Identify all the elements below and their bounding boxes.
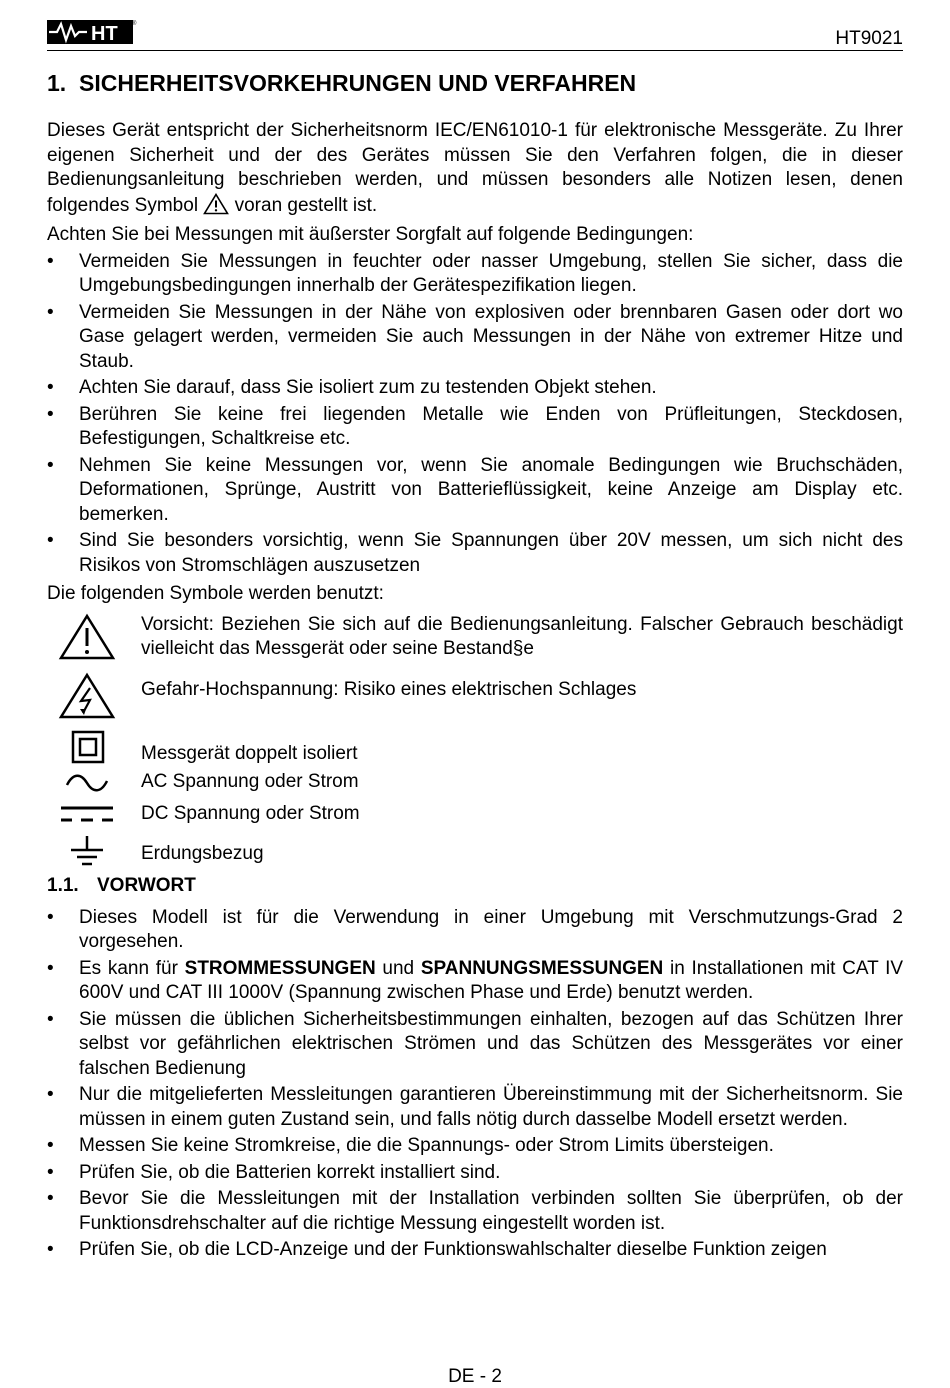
intro-text-end: voran gestellt ist. [234, 194, 378, 216]
warning-triangle-icon [203, 193, 229, 215]
emphasis-text: SPANNUNGSMESSUNGEN [420, 957, 664, 979]
subsection-title: VORWORT [97, 874, 196, 896]
list-item: • Dieses Modell ist für die Verwendung in einer Umgebung mit Verschmutzungs-Grad 2 vorgesehen. [47, 906, 903, 955]
list-item: • Berühren Sie keine frei liegenden Metalle wie Enden von Prüfleitungen, Steckdosen, Befestigungen, Schaltkreise etc. [47, 403, 903, 452]
conditions-list [47, 250, 903, 579]
warning-triangle-icon [47, 613, 127, 661]
intro-paragraph [47, 119, 903, 218]
dc-icon [47, 802, 127, 828]
symbols-intro: Die folgenden Symbole werden benutzt: [47, 583, 384, 604]
page-number: DE - 2 [448, 1366, 502, 1387]
list-item-text: Es kann für [79, 957, 178, 979]
intro-text: Dieses Gerät entspricht der Sicherheitsnorm IEC/EN61010-1 für elektronische Messgeräte. Zu Ihrer eigenen Sicherheit und der des Gerätes müssen Sie den Verfahren folgen, die in dieser Bedienungsanleitung beschrieben werden, und müssen besonders alle Notizen lesen, denen folgendes Symbol [47, 120, 903, 216]
section-title: SICHERHEITSVORKEHRUNGEN UND VERFAHREN [79, 70, 637, 96]
conditions-intro: Achten Sie bei Messungen mit äußerster Sorgfalt auf folgende Bedingungen: [47, 224, 694, 245]
vorwort-list [47, 906, 903, 1263]
ground-icon [47, 834, 127, 870]
ht-logo [47, 18, 137, 46]
header-rule [47, 50, 903, 51]
list-item: • Bevor Sie die Messleitungen mit der Installation verbinden sollten Sie überprüfen, ob der Funktionsdrehschalter auf die richtige Messung eingestellt worden ist. [47, 1187, 903, 1236]
symbol-description: Messgerät doppelt isoliert [141, 742, 358, 764]
double-insulation-icon [47, 728, 127, 768]
section-number: 1. [47, 70, 67, 96]
symbol-description: AC Spannung oder Strom [141, 770, 359, 792]
list-item-text: und [382, 957, 415, 979]
list-item [47, 957, 903, 1006]
list-item: • Sind Sie besonders vorsichtig, wenn Sie Spannungen über 20V messen, um sich nicht des Risikos von Stromschlägen auszusetzen [47, 529, 903, 578]
list-item: • Nehmen Sie keine Messungen vor, wenn Sie anomale Bedingungen wie Bruchschäden, Deformationen, Sprünge, Austritt von Batterieflüssigkeit, keine Anzeige am Display etc. bemerken. [47, 454, 903, 528]
high-voltage-icon [47, 672, 127, 720]
symbol-description: DC Spannung oder Strom [141, 802, 360, 824]
list-item: • Prüfen Sie, ob die Batterien korrekt installiert sind. [47, 1161, 903, 1186]
list-item: • Vermeiden Sie Messungen in der Nähe von explosiven oder brennbaren Gasen oder dort wo Gase gelagert werden, vermeiden Sie auch Messungen in der Nähe von extremer Hitze und Staub. [47, 301, 903, 375]
symbol-row [47, 728, 903, 768]
logo-text: HT [91, 23, 118, 45]
svg-text:®: ® [132, 21, 137, 27]
symbol-row [47, 672, 903, 720]
model-number: HT9021 [835, 28, 903, 49]
ac-wave-icon [47, 770, 127, 796]
list-item: • Vermeiden Sie Messungen in feuchter oder nasser Umgebung, stellen Sie sicher, dass die Umgebungsbedingungen innerhalb der Gerätespezifikation liegen. [47, 250, 903, 299]
symbol-row [47, 802, 903, 828]
section-heading [47, 68, 903, 98]
emphasis-text: STROMMESSUNGEN [184, 957, 376, 979]
list-item: • Achten Sie darauf, dass Sie isoliert zum zu testenden Objekt stehen. [47, 376, 903, 401]
symbol-row [47, 613, 903, 662]
list-item: • Sie müssen die üblichen Sicherheitsbestimmungen einhalten, bezogen auf das Schützen Ihrer selbst vor gefährlichen elektrischen Strömen und das Schützen des Messgerätes vor einer falschen Bedienung [47, 1008, 903, 1082]
subsection-number: 1.1. [47, 874, 79, 896]
page-content [47, 68, 903, 1267]
page-header [47, 14, 903, 50]
symbol-row [47, 834, 903, 870]
symbol-description: Erdungsbezug [141, 842, 264, 864]
subsection-heading [47, 874, 903, 898]
list-item: • Prüfen Sie, ob die LCD-Anzeige und der Funktionswahlschalter dieselbe Funktion zeigen [47, 1238, 903, 1263]
list-item: • Messen Sie keine Stromkreise, die die Spannungs- oder Strom Limits übersteigen. [47, 1134, 903, 1159]
symbol-description: Gefahr-Hochspannung: Risiko eines elektrischen Schlages [141, 678, 637, 700]
symbol-description: Vorsicht: Beziehen Sie sich auf die Bedienungsanleitung. Falscher Gebrauch beschädigt vielleicht das Messgerät oder seine Bestand§e [141, 613, 903, 659]
list-item-text: in Installationen mit CAT IV 600V und CAT III 1000V (Spannung zwischen Phase und Erde) benutzt werden. [79, 957, 904, 1003]
list-item: • Nur die mitgelieferten Messleitungen garantieren Übereinstimmung mit der Sicherheitsnorm. Sie müssen in einem guten Zustand sein, und falls nötig durch dasselbe Modell ersetzt werden. [47, 1083, 903, 1132]
symbol-row [47, 770, 903, 796]
